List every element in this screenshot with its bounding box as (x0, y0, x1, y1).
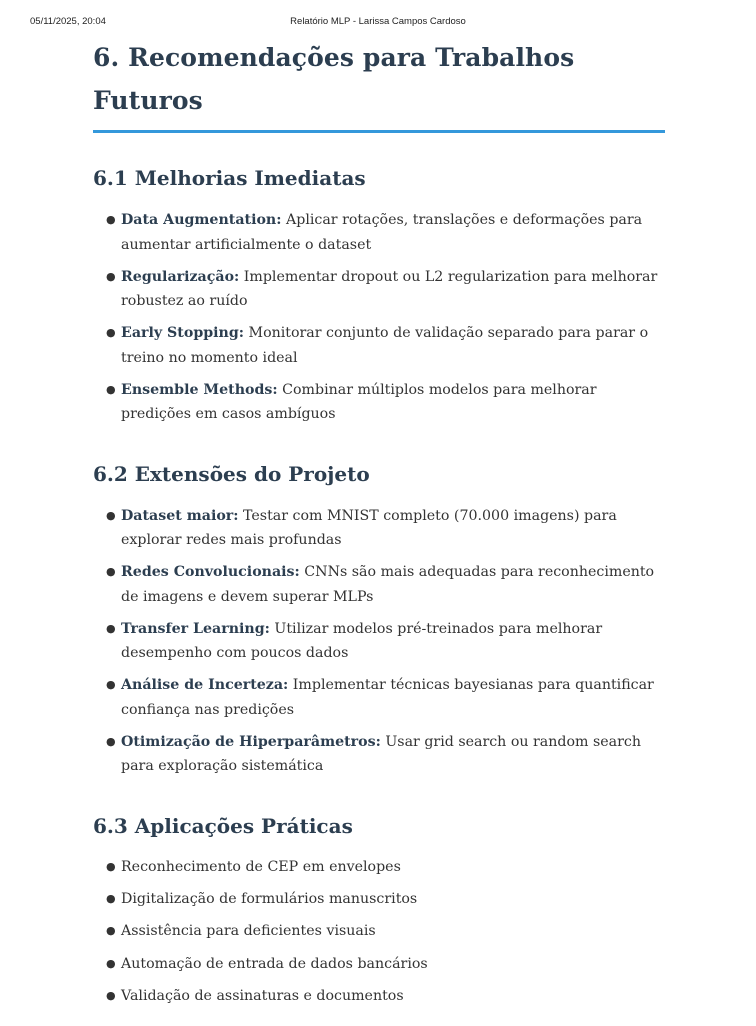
list-item (93, 730, 665, 779)
item-text: Utilizar modelos pré-treinados para melhorar desempenho com poucos dados (121, 620, 603, 661)
subsection-title-improvements: 6.1 Melhorias Imediatas (93, 166, 366, 190)
item-text: CNNs são mais adequadas para reconhecimento de imagens e devem superar MLPs (121, 564, 655, 605)
item-text: Aplicar rotações, translações e deformações para aumentar artificialmente o dataset (121, 212, 643, 253)
list-item (93, 952, 665, 977)
item-text: Testar com MNIST completo (70.000 imagens) para explorar redes mais profundas (121, 507, 617, 548)
bullet-icon: ● (106, 565, 116, 578)
subsection-title-extensions: 6.2 Extensões do Projeto (93, 461, 370, 486)
item-term: Data Augmentation: (121, 212, 282, 228)
list-item (93, 378, 665, 427)
list-item (93, 887, 665, 912)
item-text: Automação de entrada de dados bancários (121, 955, 428, 972)
print-document-title: Relatório MLP - Larissa Campos Cardoso (290, 16, 466, 27)
bullet-icon: ● (106, 924, 116, 938)
list-item (93, 321, 665, 370)
item-text: Validação de assinaturas e documentos (121, 988, 404, 1005)
list-item (93, 617, 665, 666)
bullet-icon: ● (106, 213, 116, 226)
section-title: 6. Recomendações para Trabalhos Futuros (93, 43, 575, 115)
item-text: Usar grid search ou random search para exploração sistemática (121, 733, 641, 774)
bullet-icon: ● (106, 269, 116, 283)
bullet-icon: ● (106, 859, 116, 873)
item-term: Redes Convolucionais: (121, 564, 300, 580)
list-item (93, 984, 665, 1009)
list-item (93, 208, 665, 257)
item-text: Assistência para deficientes visuais (121, 923, 376, 940)
improvements-list (93, 208, 665, 427)
print-header (0, 16, 756, 30)
item-text: Reconhecimento de CEP em envelopes (121, 858, 401, 875)
bullet-icon: ● (106, 989, 116, 1003)
bullet-icon: ● (106, 734, 116, 748)
item-text: Implementar técnicas bayesianas para quantificar confiança nas predições (121, 677, 654, 718)
item-text: Combinar múltiplos modelos para melhorar predições em casos ambíguos (121, 381, 597, 422)
bullet-icon: ● (106, 508, 116, 522)
item-term: Transfer Learning: (121, 620, 270, 637)
item-term: Otimização de Hiperparâmetros: (121, 733, 381, 750)
list-item (93, 919, 665, 944)
list-item (93, 504, 665, 553)
list-item (93, 560, 665, 609)
item-term: Ensemble Methods: (121, 381, 278, 398)
bullet-icon: ● (106, 382, 116, 396)
list-item (93, 265, 665, 314)
bullet-icon: ● (106, 621, 116, 635)
title-divider (93, 130, 665, 133)
document-page (93, 36, 665, 1016)
bullet-icon: ● (106, 891, 116, 905)
item-term: Early Stopping: (121, 325, 245, 341)
item-text: Monitorar conjunto de validação separado para parar o treino no momento ideal (121, 325, 649, 366)
item-text: Digitalização de formulários manuscritos (121, 890, 418, 907)
applications-list (93, 855, 665, 1009)
list-item (93, 855, 665, 880)
item-term: Análise de Incerteza: (121, 677, 289, 693)
bullet-icon: ● (106, 678, 116, 691)
item-text: Implementar dropout ou L2 regularization para melhorar robustez ao ruído (121, 268, 658, 309)
print-date: 05/11/2025, 20:04 (30, 16, 106, 27)
item-term: Dataset maior: (121, 507, 239, 524)
bullet-icon: ● (106, 956, 116, 970)
extensions-list (93, 504, 665, 779)
list-item (93, 673, 665, 722)
bullet-icon: ● (106, 326, 116, 339)
subsection-title-applications: 6.3 Aplicações Práticas (93, 813, 353, 838)
item-term: Regularização: (121, 268, 240, 285)
